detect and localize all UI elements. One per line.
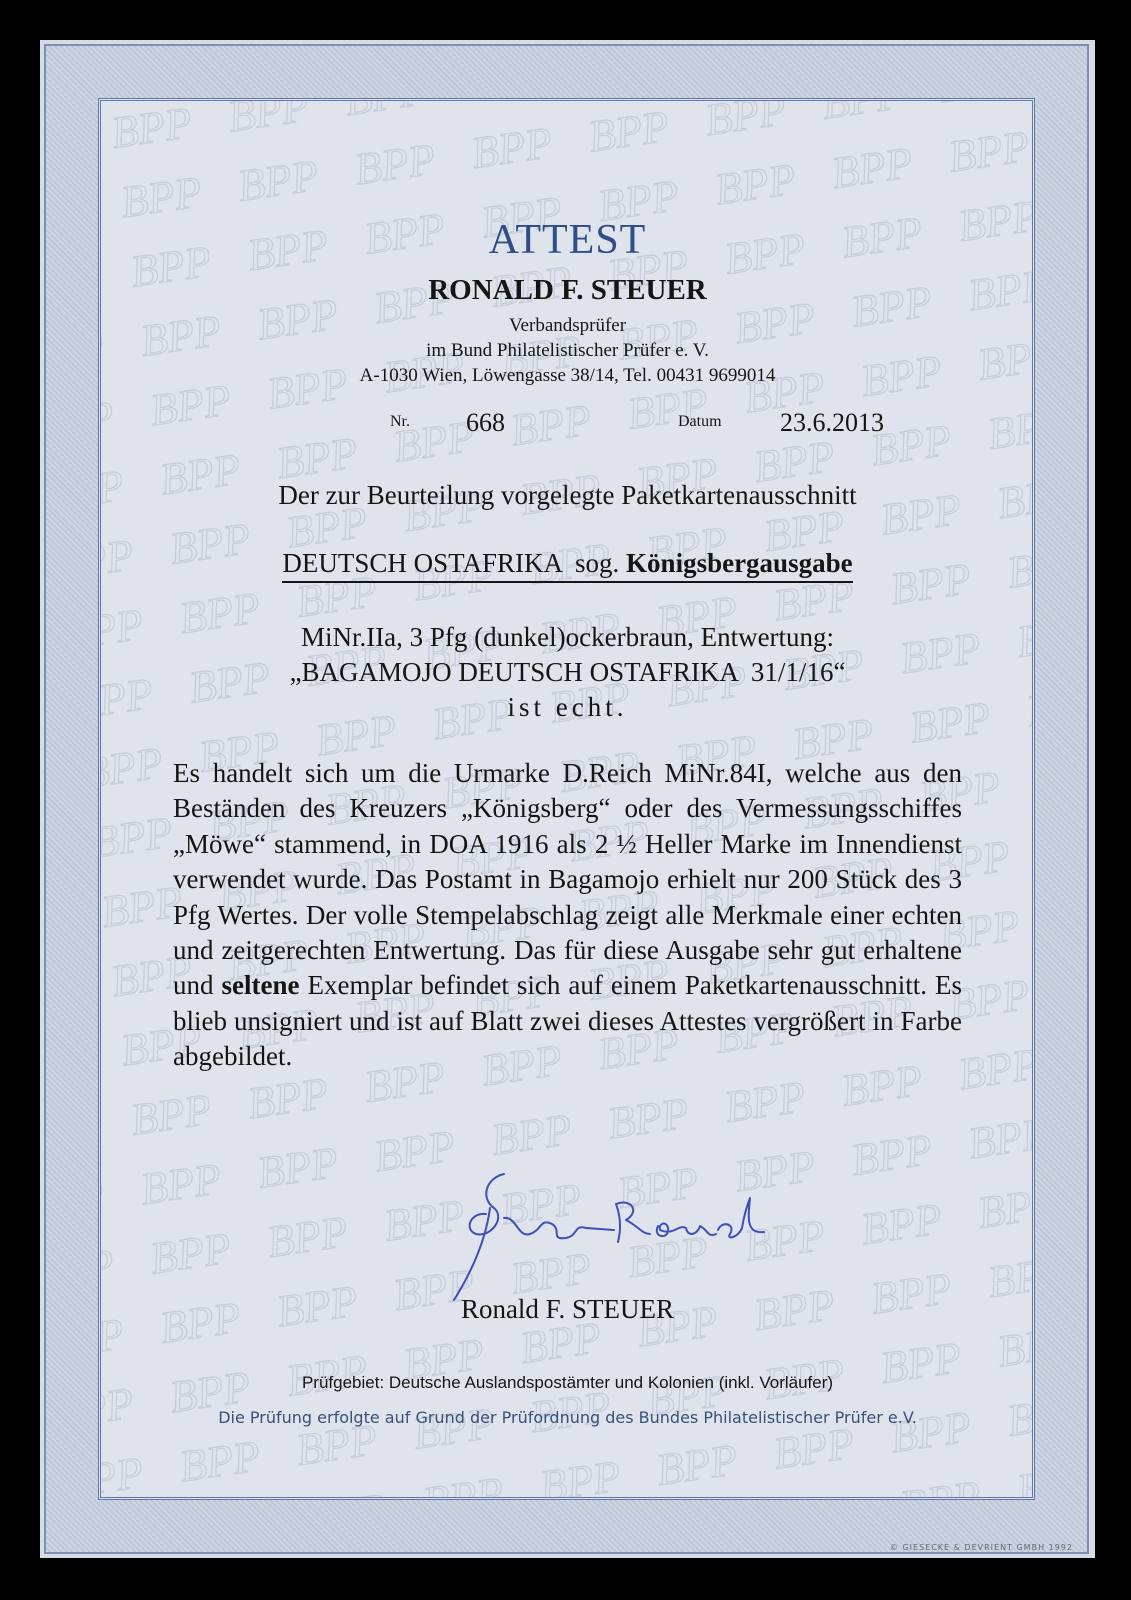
opinion-part-2: Exemplar befindet sich auf einem Paketkartenausschnitt. Es blieb unsigniert und ist auf Blatt zwei dieses Attestes vergrößert in Farbe abgebildet. <box>173 970 962 1072</box>
date-label: Datum <box>678 413 722 430</box>
signer-name: Ronald F. STEUER <box>460 1294 675 1324</box>
certificate-title: ATTEST <box>488 217 647 263</box>
examiner-name: RONALD F. STEUER <box>428 274 707 306</box>
examination-field: Prüfgebiet: Deutsche Auslandspostämter und Kolonien (inkl. Vorläufer) <box>301 1373 834 1392</box>
examination-basis: Die Prüfung erfolgte auf Grund der Prüfordnung des Bundes Philatelistischer Prüfer e.V. <box>218 1408 917 1427</box>
verdict: ist echt. <box>507 692 628 722</box>
issue-country: DEUTSCH OSTAFRIKA sog. <box>282 548 627 578</box>
examiner-association: im Bund Philatelistischer Prüfer e. V. <box>426 340 709 361</box>
opinion-part-1: Es handelt sich um die Urmarke D.Reich MiNr.84I, welche aus den Beständen des Kreuzers „Königsberg“ oder des Vermessungsschiffes „Möwe“ stammend, in DOA 1916 als 2 ½ Heller Marke im Innendienst verwendet wurde. Das Postamt in Bagamojo erhielt nur 200 Stück des 3 Pfg Wertes. Der volle Stempelabschlag zeigt alle Merkmale einer echten und zeitgerechten Entwertung. Das für diese Ausgabe sehr gut erhaltene und <box>173 758 962 1001</box>
examiner-role: Verbandsprüfer <box>508 315 627 336</box>
expert-opinion <box>173 756 962 1075</box>
certificate-sheet <box>40 40 1095 1558</box>
certificate-date: 23.6.2013 <box>780 408 884 437</box>
examiner-address: A-1030 Wien, Löwengasse 38/14, Tel. 00431 9699014 <box>359 365 776 386</box>
opinion-emphasis: seltene <box>221 970 300 1001</box>
certificate-number: 668 <box>466 408 505 437</box>
issue-name: Königsbergausgabe <box>626 548 853 578</box>
number-label: Nr. <box>390 413 410 430</box>
stamp-description: MiNr.IIa, 3 Pfg (dunkel)ockerbraun, Entwertung: <box>300 622 835 652</box>
intro-line: Der zur Beurteilung vorgelegte Paketkartenausschnitt <box>278 480 857 510</box>
cancellation-description: „BAGAMOJO DEUTSCH OSTAFRIKA 31/1/16“ <box>289 657 846 687</box>
issue-line <box>128 548 1007 579</box>
certificate-content <box>128 128 1007 1462</box>
printer-imprint: © GIESECKE & DEVRIENT GMBH 1992 <box>889 1543 1073 1552</box>
handwritten-signature <box>446 1168 766 1308</box>
